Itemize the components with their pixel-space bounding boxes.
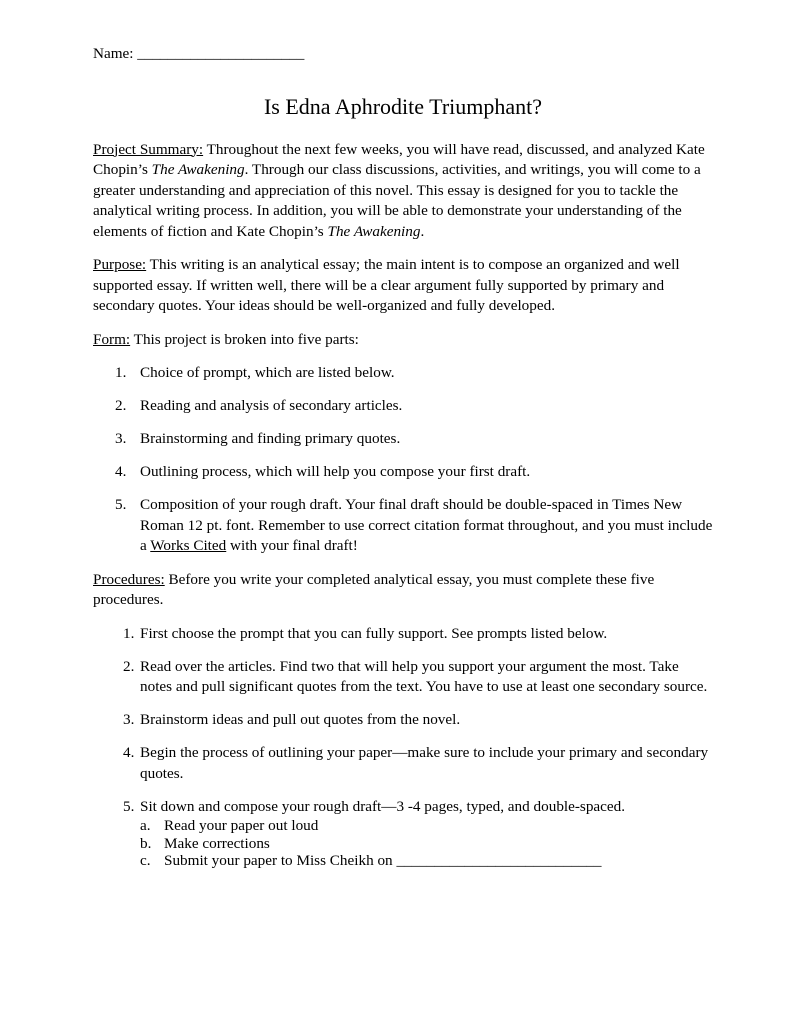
form-list [93,363,713,557]
list-item [93,363,713,384]
list-item-text: Reading and analysis of secondary articles. [140,397,403,414]
sub-list-letter: b. [140,834,152,852]
list-item-text: Choice of prompt, which are listed below. [140,364,395,381]
sub-list-letter: c. [140,852,151,869]
page-title: Is Edna Aphrodite Triumphant? [263,93,543,119]
list-item-text: Read over the articles. Find two that will help you support your argument the most. Take notes and pull significant quotes from the text. You have to use at least one secondary source. [140,657,708,695]
sub-list [140,817,713,870]
sub-list-item-text: Make corrections [164,834,270,852]
list-item-text: First choose the prompt that you can fully support. See prompts listed below. [140,624,608,642]
list-number: 5. [115,496,127,513]
procedures-text: Before you write your completed analytical essay, you must complete these five procedures. [93,570,655,608]
sub-list-item-text: Read your paper out loud [164,817,319,834]
list-item-text: Begin the process of outlining your paper—make sure to include your primary and secondary quotes. [140,744,709,782]
book-title-2: The Awakening [327,222,421,240]
sub-list-item [140,817,713,835]
list-number: 1. [115,364,127,381]
form-text: This project is broken into five parts: [130,330,359,348]
document-page [93,44,713,882]
project-summary-text-3: . [420,222,425,240]
list-item-text: Composition of your rough draft. Your final draft should be double-spaced in Times New Roman 12 pt. font. Remember to use correct citation format throughout, and you must include a [140,496,713,554]
list-item [93,797,713,870]
list-item-text: Brainstorm ideas and pull out quotes from the novel. [140,711,461,728]
list-number: 4. [115,463,127,480]
project-summary-label: Project Summary: [93,140,204,158]
name-line: Name: ______________________ [93,45,305,62]
sub-list-letter: a. [140,817,151,834]
sub-list-item [140,852,713,870]
list-item-text: Brainstorming and finding primary quotes. [140,430,401,447]
form-paragraph [93,330,713,351]
procedures-list [93,624,713,870]
list-item-text-after: with your final draft! [226,537,358,554]
list-item [93,429,713,450]
list-item [93,396,713,417]
procedures-paragraph [93,570,713,611]
book-title-1: The Awakening [151,161,245,178]
purpose-text: This writing is an analytical essay; the main intent is to compose an organized and well supported essay. If written well, there will be a clear argument fully supported by primary and secondary quotes. Your ideas should be well-organized and fully developed. [93,256,680,314]
list-item-text: Outlining process, which will help you compose your first draft. [140,463,531,480]
list-item [93,495,713,557]
sub-list-item-text: Submit your paper to Miss Cheikh on ___________________________ [164,852,602,869]
list-item [93,462,713,483]
list-item [93,624,713,645]
list-number: 1. [123,624,135,642]
list-number: 3. [115,430,127,447]
list-number: 2. [123,657,135,675]
list-item [93,710,713,731]
list-item-text: Sit down and compose your rough draft—3 -4 pages, typed, and double-spaced. [140,797,626,815]
list-number: 4. [123,744,135,761]
works-cited-text: Works Cited [150,537,227,554]
purpose-label: Purpose: [93,256,147,273]
sub-list-item [140,835,713,853]
procedures-label: Procedures: [93,570,165,588]
purpose-paragraph [93,255,713,317]
list-number: 3. [123,711,135,728]
list-number: 5. [123,797,135,815]
list-item [93,743,713,784]
list-item [93,657,713,698]
project-summary-text-2: . Through our class discussions, activities, and writings, you will come to a greater understanding and appreciation of this novel. This essay is designed for you to tackle the analytical writing process. In addition, you will be able to demonstrate your understanding of the elements of fiction and Kate Chopin’s [93,161,701,240]
form-label: Form: [93,330,131,348]
project-summary-paragraph [93,140,713,243]
project-summary-text-1: Throughout the next few weeks, you will have read, discussed, and analyzed Kate Chopin’s [93,140,705,178]
list-number: 2. [115,397,127,414]
